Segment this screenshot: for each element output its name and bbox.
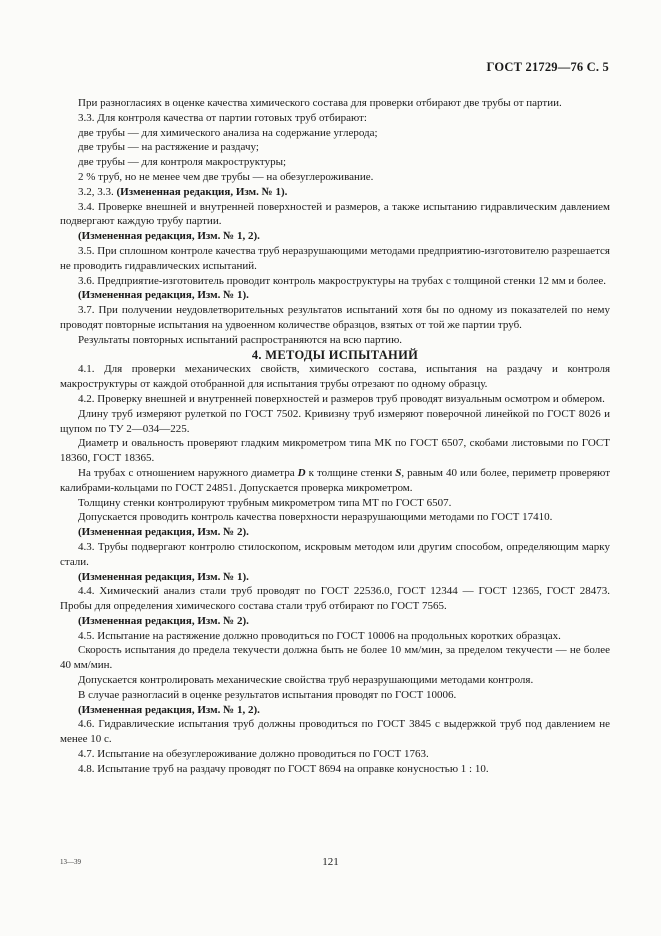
paragraph: 4.2. Проверку внешней и внутренней поверхностей и размеров труб проводят визуальным осмотром и обмером. [78,392,605,405]
paragraph: 4.6. Гидравлические испытания труб должны проводиться по ГОСТ 3845 с выдержкой труб под давлением не менее 10 с. [60,718,610,746]
paragraph: Результаты повторных испытаний распространяются на всю партию. [78,333,403,346]
amendment-note [60,185,610,200]
amendment-note: (Измененная редакция, Изм. № 1). [78,570,249,583]
paragraph: 4.4. Химический анализ стали труб проводят по ГОСТ 22536.0, ГОСТ 12344 — ГОСТ 12365, ГОСТ 28473. Пробы для определения химического состава стали труб отбирают по ГОСТ 7565. [60,585,610,613]
paragraph: 3.6. Предприятие-изготовитель проводит контроль макроструктуры на трубах с толщиной стенки 12 мм и более. [78,274,607,287]
text-run: На трубах с отношением наружного диаметра [78,466,298,479]
paragraph: Допускается контролировать механические свойства труб неразрушающими методами контроля. [78,674,534,687]
paragraph: 3.7. При получении неудовлетворительных результатов испытаний хотя бы по одному из показателей по нему проводят повторные испытания на удвоенном количестве образцов, взятых от той же партии труб. [60,304,610,331]
amendment-note: (Измененная редакция, Изм. № 2). [78,614,249,627]
paragraph: 3.4. Проверке внешней и внутренней поверхностей и размеров, а также испытанию гидравлическим давлением подвергают каждую трубу партии. [60,200,610,228]
page-number: 121 [322,856,339,868]
paragraph: При разногласиях в оценке качества химического состава для проверки отбирают две трубы от партии. [78,97,562,109]
amendment-note: (Измененная редакция, Изм. № 1, 2). [78,703,260,716]
signature-mark: 13—39 [60,858,81,866]
paragraph: 4.5. Испытание на растяжение должно проводиться по ГОСТ 10006 на продольных коротких образцах. [78,629,561,642]
paragraph: Диаметр и овальность проверяют гладким микрометром типа МК по ГОСТ 6507, скобами листовыми по ГОСТ 18360, ГОСТ 18365. [60,437,610,465]
paragraph: 3.5. При сплошном контроле качества труб неразрушающими методами предприятию-изготовителю разрешается не проводить гидравлических испытаний. [60,244,610,272]
text-run: к толщине стенки [305,466,396,479]
document-body [60,96,610,777]
page-header: ГОСТ 21729—76 С. 5 [486,60,609,74]
paragraph: 4.1. Для проверки механических свойств, химического состава, испытания на раздачу и контроля макроструктуры от каждой отобранной для испытания трубы отрезают по одному образцу. [60,363,610,391]
paragraph: Длину труб измеряют рулеткой по ГОСТ 7502. Кривизну труб измеряют поверочной линейкой по ГОСТ 8026 и щупом по ТУ 2—034—225. [60,407,610,435]
symbol-d: D [297,466,306,479]
text-run: , равным 40 или более, периметр проверяют калибрами-кольцами по ГОСТ 24851. Допускается проверка микрометром. [60,466,611,494]
paragraph [60,466,610,496]
paragraph: Допускается проводить контроль качества поверхности неразрушающими методами по ГОСТ 17410. [78,511,553,524]
paragraph: Скорость испытания до предела текучести должна быть не более 10 мм/мин, за пределом текучести — не более 40 мм/мин. [60,644,610,672]
amendment-ref: 3.2, 3.3. [78,185,117,198]
paragraph: В случае разногласий в оценке результатов испытания проводят по ГОСТ 10006. [78,688,457,701]
paragraph: Толщину стенки контролируют трубным микрометром типа МТ по ГОСТ 6507. [78,496,452,509]
section-heading: 4. МЕТОДЫ ИСПЫТАНИЙ [251,347,419,362]
paragraph: 4.7. Испытание на обезуглероживание должно проводиться по ГОСТ 1763. [78,748,429,761]
list-item: 2 % труб, но не менее чем две трубы — на обезуглероживание. [78,170,374,183]
amendment-note: (Измененная редакция, Изм. № 1, 2). [78,230,260,243]
amendment-note: (Измененная редакция, Изм. № 1). [78,289,249,302]
amendment-text: (Измененная редакция, Изм. № 1). [116,185,288,198]
paragraph: 4.3. Трубы подвергают контролю стилоскопом, искровым методом или другим способом, определяющим марку стали. [60,540,610,568]
list-item: две трубы — на растяжение и раздачу; [78,141,259,154]
amendment-note: (Измененная редакция, Изм. № 2). [78,526,249,539]
paragraph: 3.3. Для контроля качества от партии готовых труб отбирают: [78,111,367,124]
paragraph: 4.8. Испытание труб на раздачу проводят по ГОСТ 8694 на оправке конусностью 1 : 10. [78,762,489,775]
list-item: две трубы — для химического анализа на содержание углерода; [78,126,378,139]
list-item: две трубы — для контроля макроструктуры; [78,156,287,169]
symbol-s: S [395,466,402,479]
